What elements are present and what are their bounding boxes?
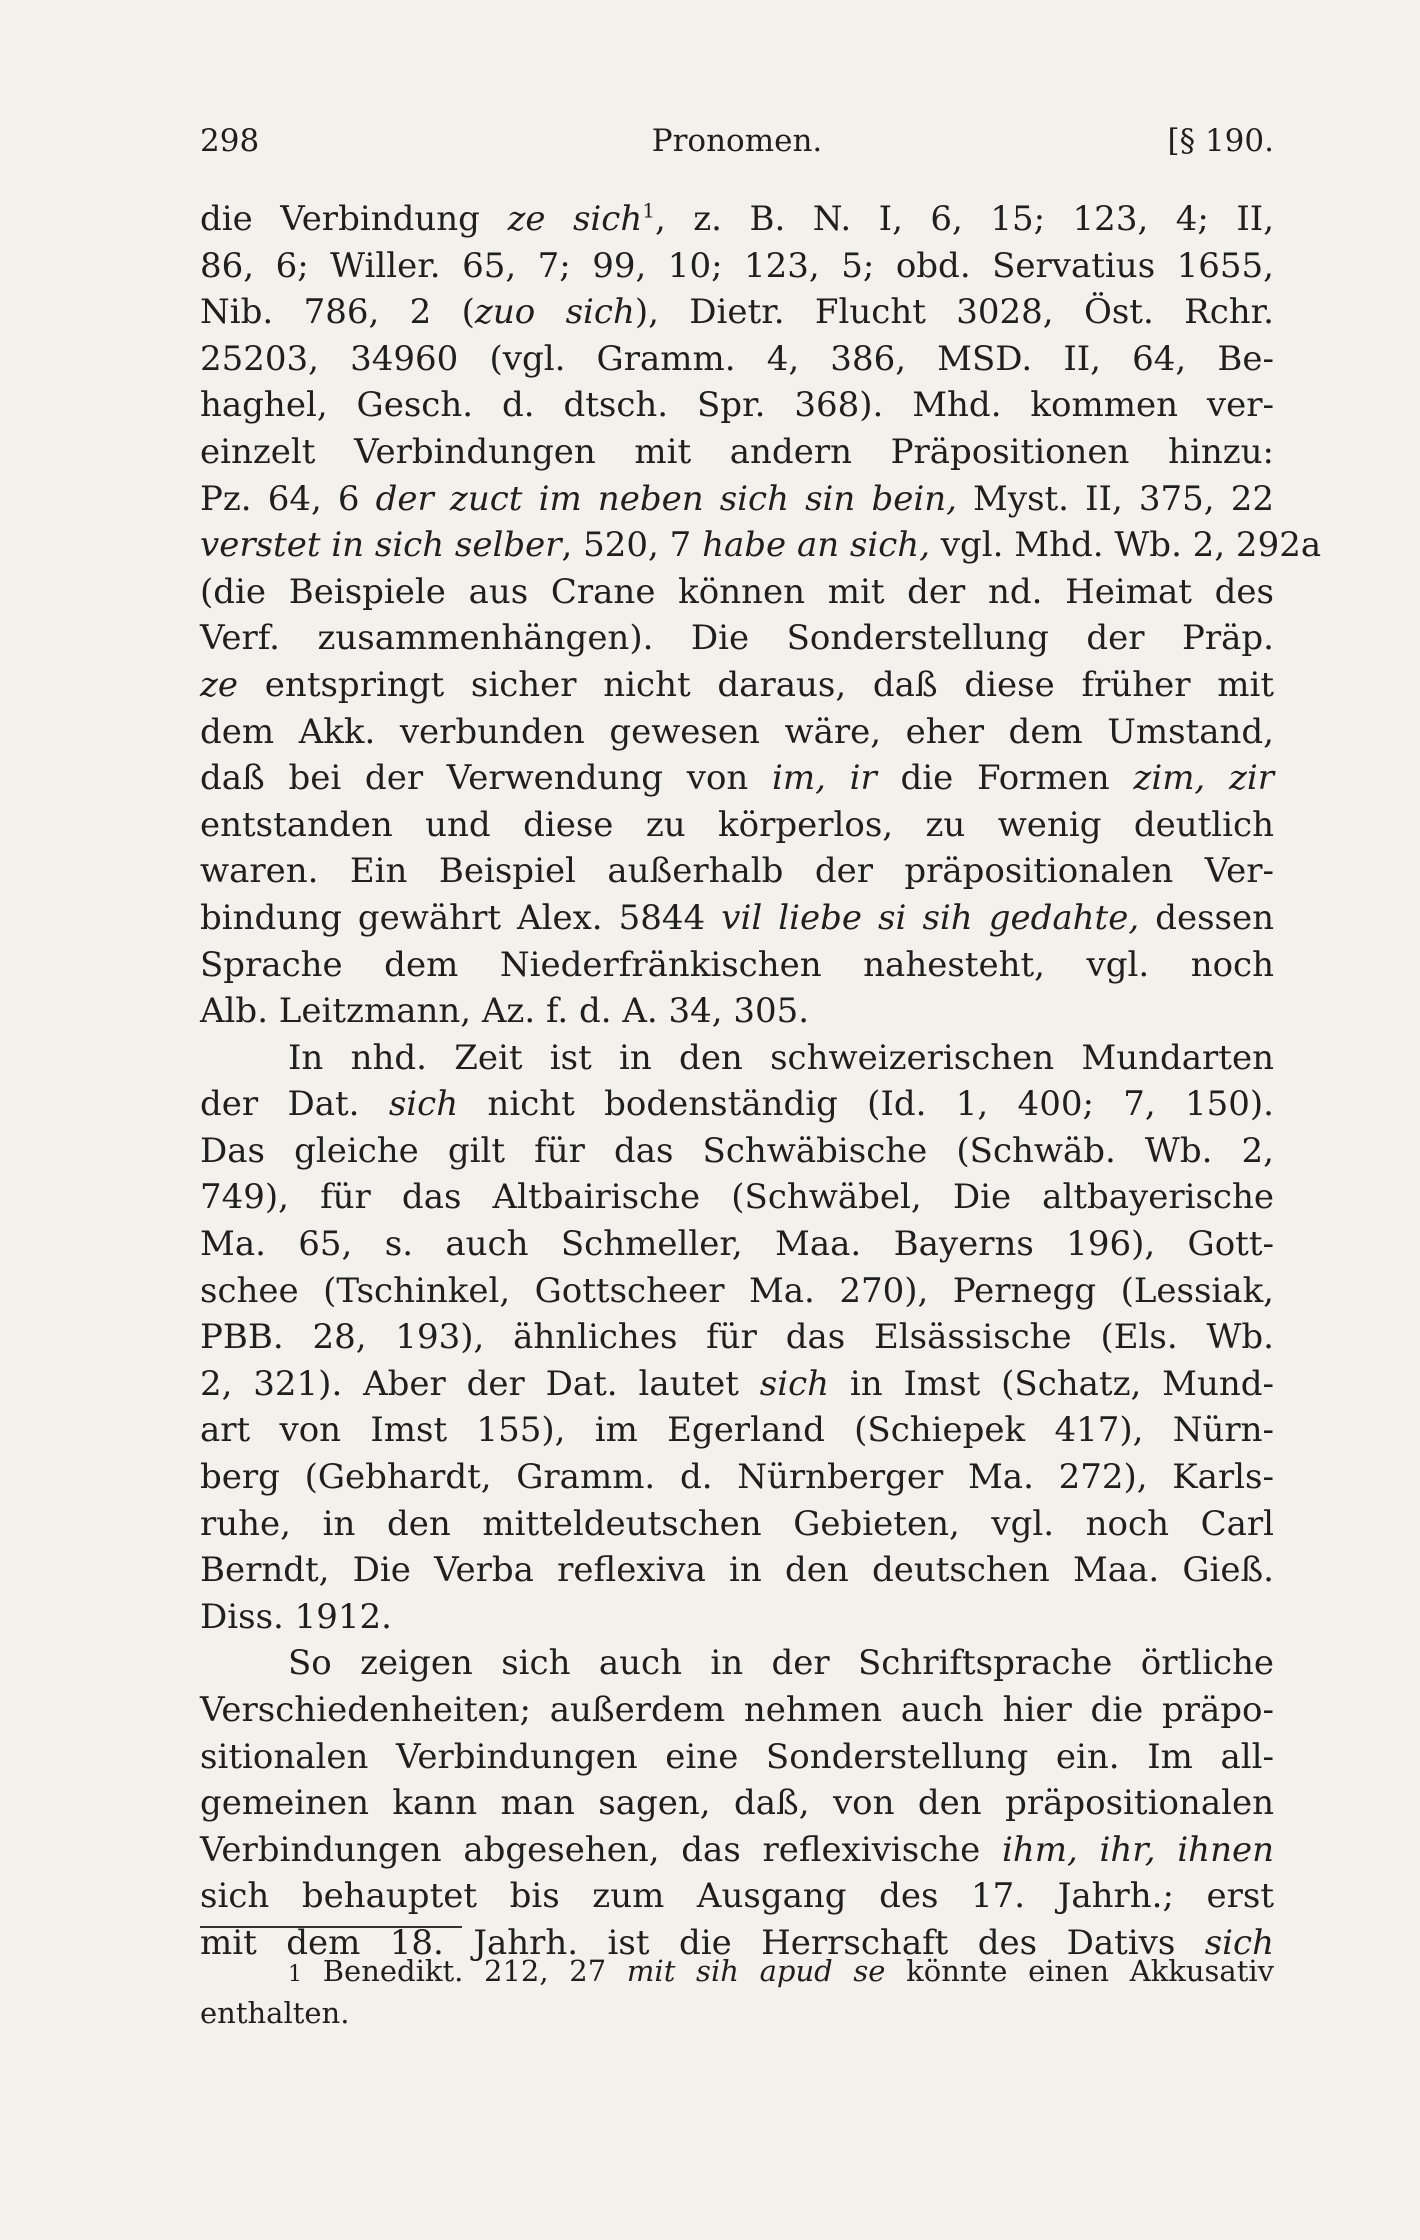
- text-line: [200, 196, 1274, 243]
- italic-text: ze: [200, 664, 239, 705]
- text-line: [200, 1873, 1274, 1920]
- text-line: [200, 336, 1274, 383]
- running-title: Pronomen.: [651, 123, 823, 159]
- text-line: [200, 1734, 1274, 1781]
- text-segment: in Imst (Schatz, Mund-: [829, 1363, 1275, 1404]
- text-segment: Ma. 65, s. auch Schmeller, Maa. Bayerns 196), Gott-: [200, 1224, 1274, 1265]
- text-segment: vgl. Mhd. Wb. 2, 292a: [930, 525, 1322, 566]
- text-line: [200, 1081, 1274, 1128]
- text-segment: ruhe, in den mitteldeutschen Gebieten, vgl. noch Carl: [200, 1503, 1274, 1544]
- text-line: [200, 289, 1274, 336]
- text-line: [200, 1547, 1274, 1594]
- text-line: [200, 243, 1274, 290]
- text-segment: So zeigen sich auch in der Schriftsprache örtliche: [288, 1643, 1274, 1684]
- italic-text: der zuct im neben sich sin bein,: [375, 478, 957, 519]
- text-segment: entspringt sicher nicht daraus, daß diese früher mit: [238, 664, 1274, 705]
- text-line: [200, 755, 1274, 802]
- text-segment: mit dem 18. Jahrh. ist die Herrschaft des Dativs: [200, 1922, 1205, 1963]
- italic-text: zuo sich: [474, 292, 635, 333]
- text-segment: ), Dietr. Flucht 3028, Öst. Rchr.: [634, 292, 1274, 333]
- text-segment: enthalten.: [200, 1996, 350, 2030]
- text-line: [200, 1950, 1274, 1992]
- italic-text: ze sich: [507, 199, 643, 239]
- text-line: [200, 1361, 1274, 1408]
- text-segment: Diss. 1912.: [200, 1596, 392, 1637]
- text-line: [200, 1827, 1274, 1874]
- text-segment: gemeinen kann man sagen, daß, von den präpositionalen: [200, 1783, 1274, 1824]
- text-line: [200, 1454, 1274, 1501]
- text-line: [200, 848, 1274, 895]
- text-line: [200, 429, 1274, 476]
- text-line: [200, 895, 1274, 942]
- italic-text: verstet in sich selber: [200, 525, 562, 566]
- footnote-separator: [200, 1926, 462, 1928]
- text-segment: die Verbindung: [200, 199, 508, 239]
- footnote-reference: 1: [642, 198, 655, 223]
- text-line: [200, 802, 1274, 849]
- text-segment: In nhd. Zeit ist in den schweizerischen Mundarten: [288, 1037, 1274, 1078]
- text-segment: dem Akk. verbunden gewesen wäre, eher dem Umstand,: [200, 711, 1274, 752]
- text-segment: die Formen: [876, 758, 1134, 799]
- text-segment: der Dat.: [200, 1084, 389, 1125]
- text-line: [200, 1640, 1274, 1687]
- text-line: [200, 569, 1274, 616]
- text-line: [200, 476, 1274, 523]
- text-segment: (die Beispiele aus Crane können mit der nd. Heimat des: [200, 571, 1274, 612]
- italic-text: mit sih apud se: [626, 1954, 886, 1988]
- text-line: [200, 1128, 1274, 1175]
- italic-text: vil liebe si sih gedahte,: [721, 897, 1140, 938]
- text-segment: sich behauptet bis zum Ausgang des 17. Jahrh.; erst: [200, 1876, 1274, 1917]
- text-line: [200, 662, 1274, 709]
- italic-text: sich: [759, 1363, 830, 1404]
- footnote-marker: 1: [288, 1962, 302, 1987]
- text-line: [200, 1268, 1274, 1315]
- text-line: [200, 615, 1274, 662]
- text-line: [200, 1780, 1274, 1827]
- text-segment: waren. Ein Beispiel außerhalb der präpositionalen Ver-: [200, 851, 1274, 892]
- text-segment: , 520, 7: [561, 525, 703, 566]
- text-segment: Nib. 786, 2 (: [200, 292, 475, 333]
- text-line: [200, 1594, 1274, 1641]
- italic-text: sich: [1204, 1922, 1274, 1963]
- page-header: [200, 118, 1274, 164]
- footnote: [200, 1950, 1274, 2034]
- text-line: [200, 1314, 1274, 1361]
- text-segment: daß bei der Verwendung von: [200, 758, 773, 799]
- text-segment: schee (Tschinkel, Gottscheer Ma. 270), Pernegg (Lessiak,: [200, 1270, 1274, 1311]
- text-segment: 86, 6; Willer. 65, 7; 99, 10; 123, 5; obd. Servatius 1655,: [200, 245, 1274, 286]
- text-segment: Verschiedenheiten; außerdem nehmen auch hier die präpo-: [200, 1690, 1274, 1730]
- text-segment: , z. B. N. I, 6, 15; 123, 4; II,: [654, 199, 1275, 239]
- text-segment: bindung gewährt Alex. 5844: [200, 897, 722, 938]
- text-line: [200, 522, 1322, 569]
- text-line: [200, 1687, 1274, 1734]
- text-segment: berg (Gebhardt, Gramm. d. Nürnberger Ma. 272), Karls-: [200, 1457, 1274, 1498]
- text-segment: PBB. 28, 193), ähnliches für das Elsässische (Els. Wb.: [200, 1317, 1274, 1358]
- text-segment: könnte einen Akkusativ: [885, 1954, 1275, 1988]
- italic-text: sich: [388, 1084, 459, 1125]
- text-segment: Pz. 64, 6: [200, 478, 376, 519]
- text-segment: Myst. II, 375, 22: [956, 478, 1274, 519]
- text-line: [200, 988, 1274, 1035]
- text-segment: 25203, 34960 (vgl. Gramm. 4, 386, MSD. II, 64, Be-: [200, 338, 1274, 379]
- italic-text: im, ir: [772, 758, 877, 799]
- text-segment: Verbindungen abgesehen, das reflexivische: [200, 1829, 1002, 1870]
- italic-text: zim, zir: [1133, 758, 1274, 799]
- text-segment: sitionalen Verbindungen eine Sonderstellung ein. Im all-: [200, 1736, 1274, 1777]
- section-reference: [§ 190.: [1167, 123, 1274, 159]
- text-segment: einzelt Verbindungen mit andern Präpositionen hinzu:: [200, 431, 1274, 472]
- text-line: [200, 1035, 1274, 1082]
- text-line: [200, 1501, 1274, 1548]
- text-line: [200, 1407, 1274, 1454]
- text-segment: entstanden und diese zu körperlos, zu wenig deutlich: [200, 804, 1274, 845]
- text-segment: Benedikt. 212, 27: [322, 1954, 627, 1988]
- text-line: [200, 382, 1274, 429]
- text-segment: Sprache dem Niederfränkischen nahesteht, vgl. noch: [200, 944, 1274, 985]
- text-segment: 749), für das Altbairische (Schwäbel, Die altbayerische: [200, 1177, 1274, 1218]
- text-line: [200, 1174, 1274, 1221]
- italic-text: habe an sich,: [702, 525, 930, 566]
- italic-text: ihm, ihr, ihnen: [1002, 1829, 1274, 1870]
- text-segment: Das gleiche gilt für das Schwäbische (Schwäb. Wb. 2,: [200, 1130, 1274, 1171]
- text-line: [200, 1992, 1274, 2034]
- text-segment: dessen: [1139, 897, 1274, 938]
- text-line: [200, 709, 1274, 756]
- body-text: [200, 196, 1322, 1967]
- text-segment: 2, 321). Aber der Dat. lautet: [200, 1363, 760, 1404]
- text-segment: nicht bodenständig (Id. 1, 400; 7, 150).: [458, 1084, 1274, 1125]
- page-number: 298: [200, 123, 260, 159]
- text-segment: art von Imst 155), im Egerland (Schiepek 417), Nürn-: [200, 1410, 1274, 1451]
- text-segment: haghel, Gesch. d. dtsch. Spr. 368). Mhd. kommen ver-: [200, 385, 1274, 426]
- text-segment: Verf. zusammenhängen). Die Sonderstellung der Präp.: [200, 618, 1274, 659]
- text-line: [200, 1221, 1274, 1268]
- text-line: [200, 942, 1274, 989]
- text-segment: Alb. Leitzmann, Az. f. d. A. 34, 305.: [200, 991, 810, 1032]
- text-segment: Berndt, Die Verba reflexiva in den deutschen Maa. Gieß.: [200, 1550, 1274, 1591]
